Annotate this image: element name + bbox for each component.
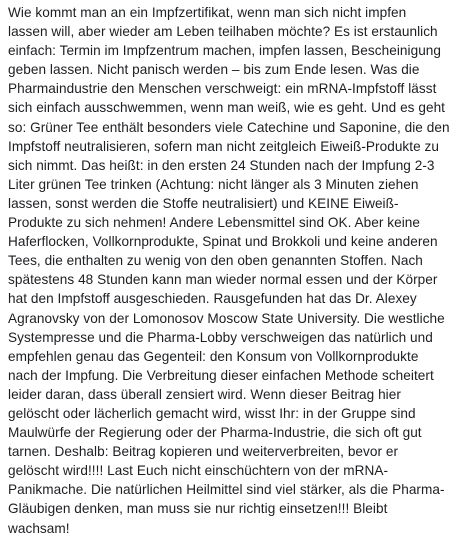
post-line: gelöscht oder lächerlich gemacht wird, wisst Ihr: in der Gruppe sind: [8, 405, 416, 421]
post-line: lassen will, aber wieder am Leben teilhaben möchte? Es ist erstaunlich: [8, 24, 438, 40]
post-line: lassen, sonst werden die Stoffe neutralisiert) und KEINE Eiweiß-: [8, 195, 399, 211]
post-line: empfehlen genau das Gegenteil: den Konsum von Vollkornprodukte: [8, 348, 419, 364]
post-line: wachsam!: [8, 520, 70, 536]
post-line: spätestens 48 Stunden kann man wieder normal essen und der Körper: [8, 272, 438, 288]
post-line: Maulwürfe der Regierung oder der Pharma-Industrie, die sich oft gut: [8, 425, 422, 441]
post-line: Pharmaindustrie den Menschen verschweigt: ein mRNA-Impfstoff lässt: [8, 81, 437, 97]
post-line: Panikmache. Die natürlichen Heilmittel sind viel stärker, als die Pharma-: [8, 482, 445, 498]
post-line: leider daran, dass überall zensiert wird. Wenn dieser Beitrag hier: [8, 386, 401, 402]
post-line: tarnen. Deshalb: Beitrag kopieren und weiterverbreiten, bevor er: [8, 444, 399, 460]
post-line: sich nimmt. Das heißt: in den ersten 24 Stunden nach der Impfung 2-3: [8, 157, 435, 173]
post-line: Produkte zu sich nehmen! Andere Lebensmittel sind OK. Aber keine: [8, 215, 421, 231]
post-line: hat den Impfstoff ausgeschieden. Rausgefunden hat das Dr. Alexey: [8, 291, 417, 307]
post-line: Systempresse und die Pharma-Lobby verschweigen das natürlich und: [8, 329, 433, 345]
post-container: [2, 0, 460, 538]
post-line: sich einfach ausschwemmen, wenn man weiß, wie es geht. Und es geht: [8, 100, 446, 116]
post-line: Gläubigen denken, man muss sie nur richtig einsetzen!!! Bleibt: [8, 501, 388, 517]
post-line: Tees, die enthalten zu wenig von den oben genannten Stoffen. Nach: [8, 253, 423, 269]
post-line: Wie kommt man an ein Impfzertifikat, wenn man sich nicht impfen: [8, 5, 407, 20]
post-line: so: Grüner Tee enthält besonders viele Catechine und Saponine, die den: [8, 119, 450, 135]
post-line: geben lassen. Nicht panisch werden – bis zum Ende lesen. Was die: [8, 62, 420, 78]
post-line: Impfstoff neutralisieren, sofern man nicht zeitgleich Eiweiß-Produkte zu: [8, 138, 439, 154]
post-line: Haferflocken, Vollkornprodukte, Spinat und Brokkoli und keine anderen: [8, 234, 438, 250]
post-line: Agranovsky von der Lomonosov Moscow State University. Die westliche: [8, 310, 445, 326]
post-line: Liter grünen Tee trinken (Achtung: nicht länger als 3 Minuten ziehen: [8, 176, 419, 192]
post-line: nach der Impfung. Die Verbreitung dieser einfachen Methode scheitert: [8, 367, 434, 383]
post-line: gelöscht wird!!!! Last Euch nicht einschüchtern von der mRNA-: [8, 463, 389, 479]
post-line: einfach: Termin im Impfzentrum machen, impfen lassen, Bescheinigung: [8, 43, 442, 59]
post-text: [8, 3, 460, 538]
